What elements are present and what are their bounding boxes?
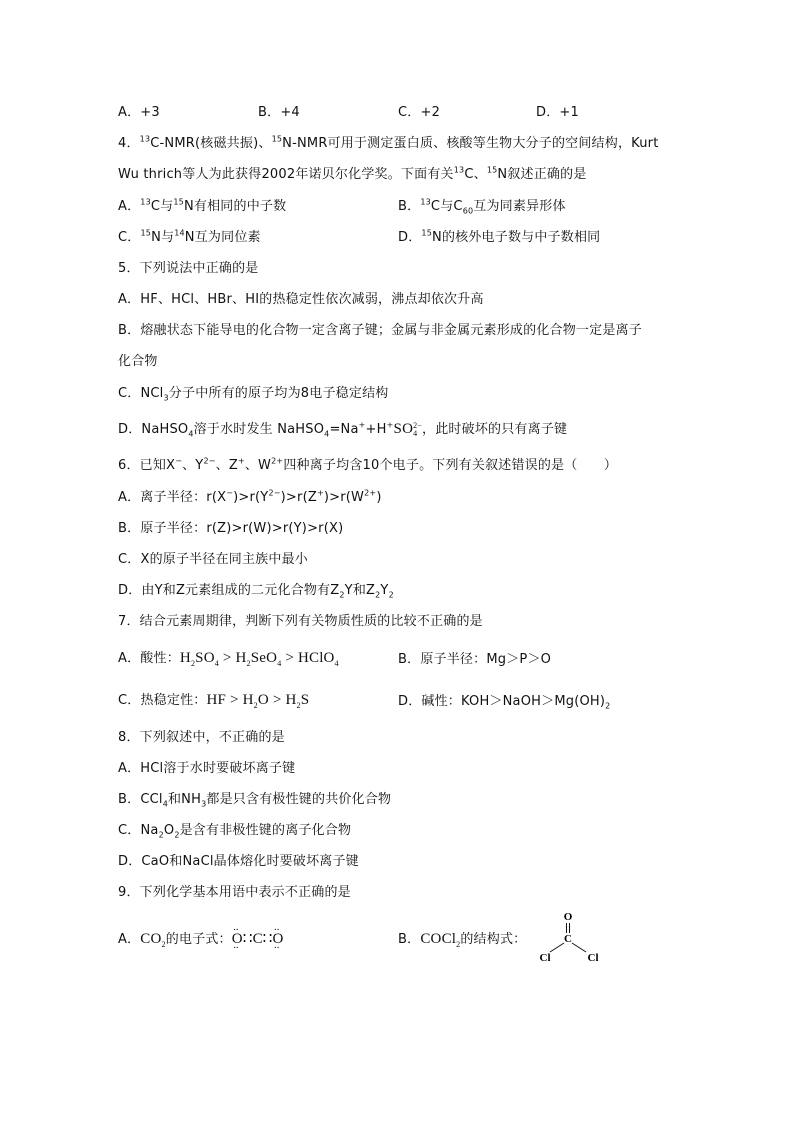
- oxygen-atom: O: [563, 911, 573, 923]
- q5-stem: 5．下列说法中正确的是: [118, 261, 259, 276]
- q8-option-c: C．$Na_2O_2$是含有非极性键的离子化合物: [118, 823, 352, 840]
- q7-stem: 7．结合元素周期律，判断下列有关物质性质的比较不正确的是: [118, 614, 483, 629]
- q8-option-b: B．CCl$_4$和$NH_3$都是只含有极性键的共价化合物: [118, 792, 392, 809]
- single-bond-left: [550, 943, 564, 952]
- q6-stem: 6．已知X−、$Y^{2-}$、Z+、$W^{2+}$四种离子均含10个电子。下列有关叙述错误的是（ ）: [118, 456, 618, 473]
- q6-option-b: B．原子半径：r(Z)>r(W)>r(Y)>r(X): [118, 521, 344, 536]
- q9-option-b: B．COCl$_2$的结构式：: [398, 931, 527, 949]
- q4-option-b: B．$^{13}$C与$C_{60}$互为同素异形体: [398, 197, 566, 216]
- q6-option-c: C．X的原子半径在同主族中最小: [118, 552, 308, 567]
- q8-option-d: D．CaO和NaCl晶体熔化时要破坏离子键: [118, 854, 359, 869]
- q4-stem-line1: 4．$^{13}$C-NMR(核磁共振)、$^{15}$N-NMR可用于测定蛋白质、核酸等生物大分子的空间结构，Kurt: [118, 134, 659, 151]
- co2-lewis-structure: ·· O ··∷C∷·· O ··: [232, 931, 284, 947]
- q8-stem: 8．下列叙述中，不正确的是: [118, 730, 285, 745]
- q4-stem-line2: Wu thrich等人为此获得2002年诺贝尔化学奖。下面有关$^{13}$C、$^{15}$N叙述正确的是: [118, 165, 587, 182]
- q4-option-a: A．$^{13}$C与$^{15}$N有相同的中子数: [118, 197, 287, 214]
- q8-option-a: A．HCl溶于水时要破坏离子键: [118, 761, 296, 776]
- q5-option-d: D．NaHSO$_4$溶于水时发生 NaHSO$_4$=Na++H+SO 2− 4 ，此时破坏的只有离子键: [118, 420, 568, 439]
- q3-option-d: D．+1: [536, 105, 579, 120]
- single-bond-right: [572, 943, 586, 952]
- q7-option-a: A．酸性：$H_2SO_4 > H_2SeO_4$ > HClO$_4$: [118, 650, 339, 668]
- carbon-atom: C: [564, 933, 572, 945]
- q5-option-c: C．NCl$_3$分子中所有的原子均为8电子稳定结构: [118, 386, 389, 403]
- q7-option-c: C．热稳定性：HF > $H_2O > H_2S$: [118, 692, 310, 710]
- q6-option-d: D．由Y和Z元素组成的二元化合物有$Z_2Y$和$Z_2Y_2$: [118, 583, 394, 600]
- q4-option-d: D．$^{15}$N的核外电子数与中子数相同: [398, 228, 601, 245]
- chlorine-atom-left: Cl: [539, 952, 551, 964]
- q5-option-b-line2: 化合物: [118, 354, 158, 369]
- q3-option-b: B．+4: [258, 105, 300, 120]
- cocl2-structural-formula: [532, 908, 604, 964]
- q3-option-c: C．+2: [398, 105, 441, 120]
- q9-option-a: A．$CO_2$的电子式：·· O ··∷C∷·· O ··: [118, 931, 284, 948]
- q3-option-a: A．+3: [118, 105, 160, 120]
- chlorine-atom-right: Cl: [587, 952, 599, 964]
- q5-option-a: A．HF、HCl、HBr、HI的热稳定性依次减弱，沸点却依次升高: [118, 292, 484, 307]
- q5-option-b-line1: B．熔融状态下能导电的化合物一定含离子键；金属与非金属元素形成的化合物一定是离子: [118, 323, 642, 338]
- q7-option-b: B．原子半径：Mg＞P＞O: [398, 652, 552, 667]
- q7-option-d: D．碱性：$KOH>NaOH>Mg(OH)_2$: [398, 694, 611, 711]
- q4-option-c: C．$^{15}$N与$^{14}$N互为同位素: [118, 228, 261, 245]
- sulfate-formula: SO 2− 4: [393, 420, 423, 438]
- q9-stem: 9．下列化学基本用语中表示不正确的是: [118, 885, 351, 900]
- q6-option-a: A．离子半径：$r(X^-)>r(Y^{2-})>r(Z^+)>r(W^{2+})$: [118, 488, 382, 505]
